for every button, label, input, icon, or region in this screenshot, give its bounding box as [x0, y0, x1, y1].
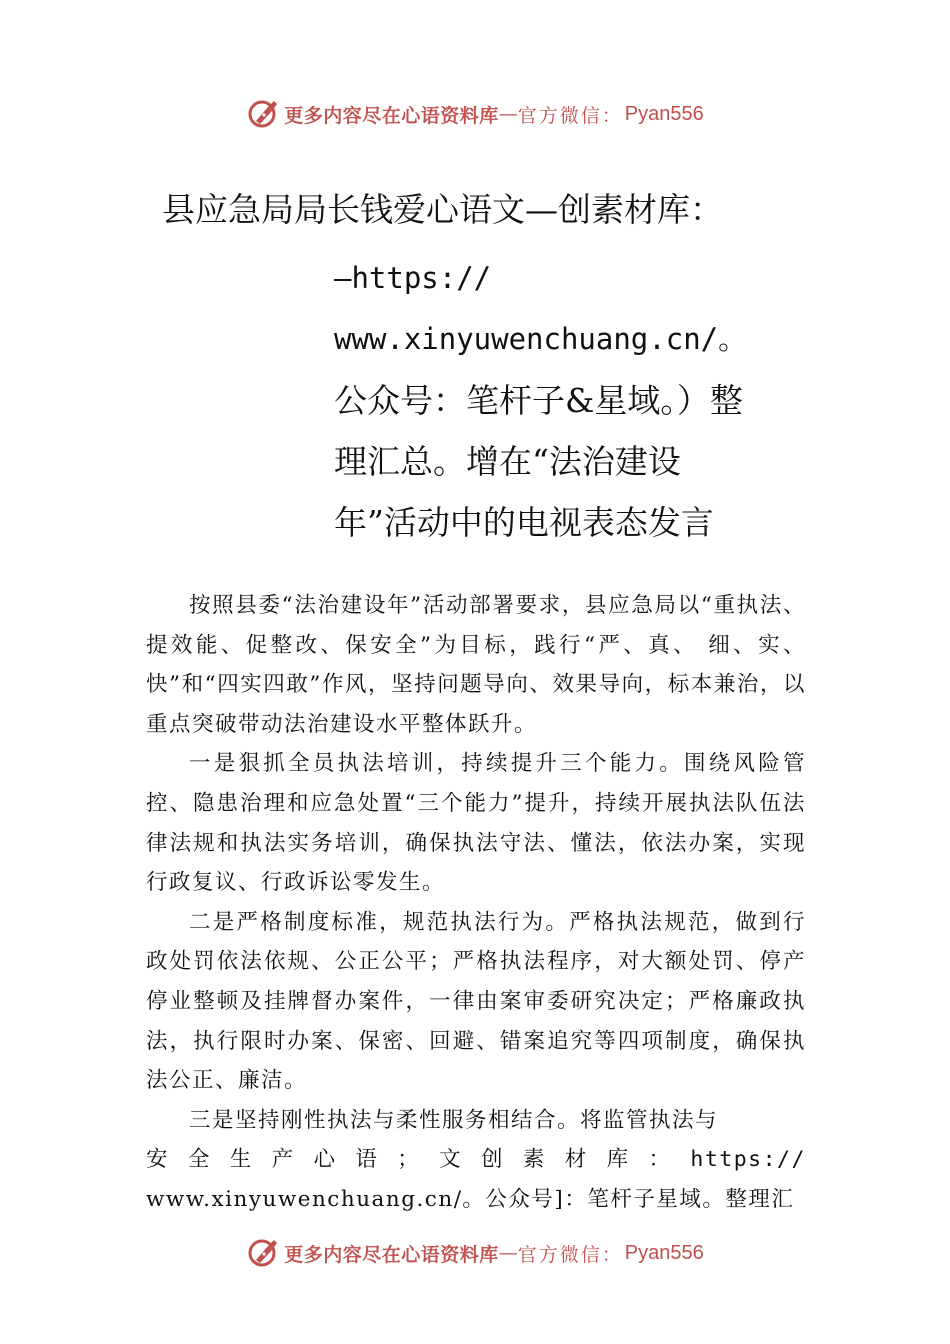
spread-char: 文 — [439, 1147, 463, 1173]
body-paragraph-2: 一是狠抓全员执法培训，持续提升三个能力。围绕风险管控、隐患治理和应急处置“三个能力”提升，持续开展执法队伍法律法规和执法实务培训，确保执法守法、懂法，依法办案，实现行政复议、行政诉讼零发生。 — [146, 751, 806, 896]
spread-char: 材 — [564, 1147, 588, 1173]
spread-char: 素 — [522, 1147, 546, 1173]
pen-nib-logo-icon — [246, 97, 280, 131]
body-paragraph-4-line-3: www.xinyuwenchuang.cn/。公众号]：笔杆子星域。整理汇 — [146, 1186, 795, 1212]
spread-char: 语 — [355, 1147, 379, 1173]
document-title-block — [334, 248, 804, 553]
body-paragraph-1: 按照县委“法治建设年”活动部署要求，县应急局以“重执法、提效能、促整改、保安全”为目标，践行“严、真、 细、实、快”和“四实四敢”作风，坚持问题导向、效果导向，标本兼治，以重点突破带动法治建设水平整体跃升。 — [146, 593, 806, 737]
footer-banner — [0, 1233, 950, 1273]
body-paragraph-4-line-1: 三是坚持刚性执法与柔性服务相结合。将监管执法与 — [189, 1107, 719, 1133]
banner-brand-text: 更多内容尽在心语资料库 — [284, 104, 499, 127]
spread-char: ： — [648, 1147, 672, 1173]
spread-url: https:// — [690, 1147, 806, 1173]
banner-dash: — — [498, 103, 518, 125]
banner-brand-text: 更多内容尽在心语资料库 — [284, 1243, 499, 1266]
spread-char: 心 — [313, 1147, 337, 1173]
banner-wechat-id: Pyan556 — [624, 102, 704, 125]
body-paragraph-4-line-2 — [146, 1140, 806, 1180]
document-title-line-3: www.xinyuwenchuang.cn/。 — [334, 322, 748, 356]
spread-char: ； — [397, 1147, 421, 1173]
spread-char: 生 — [229, 1147, 253, 1173]
banner-wechat-label: 官方微信： — [517, 1243, 623, 1266]
banner-dash: — — [498, 1242, 518, 1264]
document-title-line-5: 理汇总。增在“法治建设 — [334, 442, 681, 481]
spread-char: 安 — [146, 1147, 170, 1173]
spread-char: 全 — [187, 1147, 211, 1173]
document-title-line-6: 年”活动中的电视表态发言 — [334, 503, 714, 542]
document-title-line-1: 县应急局局长钱爱心语文—创素材库： — [162, 190, 723, 229]
pen-nib-logo-icon — [246, 1236, 280, 1270]
document-title-line-4: 公众号：笔杆子&星域。）整 — [334, 381, 743, 420]
spread-char: 创 — [481, 1147, 505, 1173]
document-title-line-2: —https:// — [334, 261, 492, 295]
document-body — [146, 586, 806, 1220]
spread-char: 产 — [271, 1147, 295, 1173]
spread-char: 库 — [606, 1147, 630, 1173]
banner-wechat-id: Pyan556 — [624, 1241, 704, 1264]
body-paragraph-3: 二是严格制度标准，规范执法行为。严格执法规范，做到行政处罚依法依规、公正公平；严格执法程序，对大额处罚、停产停业整顿及挂牌督办案件，一律由案审委研究决定；严格廉政执法，执行限时办案、保密、回避、错案追究等四项制度，确保执法公正、廉洁。 — [146, 909, 806, 1094]
header-banner — [0, 94, 950, 134]
banner-wechat-label: 官方微信： — [517, 104, 623, 127]
